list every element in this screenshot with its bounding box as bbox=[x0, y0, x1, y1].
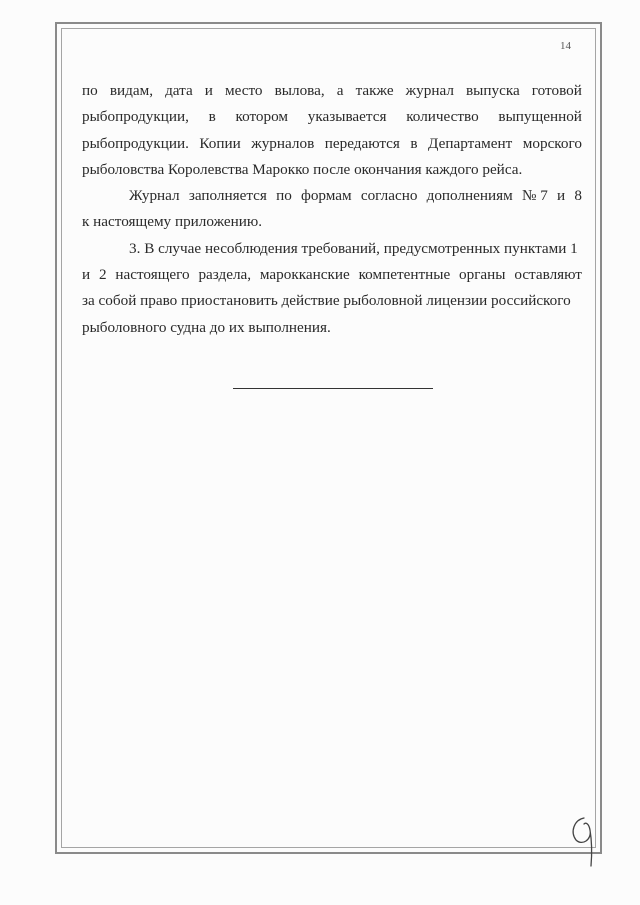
word: дата bbox=[165, 82, 193, 99]
document-body bbox=[82, 78, 582, 341]
word: настоящего bbox=[115, 266, 190, 284]
word: готовой bbox=[531, 82, 582, 99]
word: и bbox=[82, 266, 91, 284]
paragraph-2-line-2: к настоящему приложению. bbox=[82, 213, 263, 231]
word: рыбопродукции, bbox=[82, 108, 189, 126]
end-of-text-separator bbox=[233, 388, 433, 389]
word: морского bbox=[522, 134, 582, 152]
paragraph-3-line-2 bbox=[82, 262, 582, 288]
word: место bbox=[225, 82, 263, 99]
paragraph-3-line-4: рыболовного судна до их выполнения. bbox=[82, 318, 331, 336]
paragraph-1-line-3 bbox=[82, 131, 582, 157]
word: оставляют bbox=[514, 266, 582, 284]
word: компетентные bbox=[358, 266, 451, 284]
word: Копии bbox=[199, 134, 241, 152]
word: выпуска bbox=[465, 82, 520, 99]
paragraph-3-line-1: 3. В случае несоблюдения требований, предусмотренных пунктами 1 bbox=[129, 239, 578, 257]
handwritten-initial-mark bbox=[562, 810, 602, 870]
word: и bbox=[204, 82, 213, 99]
word: органы bbox=[459, 266, 506, 284]
paragraph-2-line-1 bbox=[82, 183, 582, 209]
word: Департамент bbox=[428, 134, 513, 152]
page-number: 14 bbox=[560, 40, 571, 52]
word: а bbox=[336, 82, 344, 99]
paragraph-1-line-4: рыболовства Королевства Марокко после окончания каждого рейса. bbox=[82, 160, 523, 178]
word: рыбопродукции. bbox=[82, 134, 189, 152]
word: вылова, bbox=[274, 82, 325, 99]
word: 2 bbox=[98, 266, 107, 284]
word: формам bbox=[300, 187, 352, 205]
word: и bbox=[557, 187, 566, 205]
word: по bbox=[276, 187, 292, 205]
word: заполняется bbox=[188, 187, 267, 205]
word: дополнениям bbox=[426, 187, 513, 205]
word: раздела, bbox=[198, 266, 252, 284]
word: выпущенной bbox=[498, 108, 582, 126]
word: марокканские bbox=[259, 266, 350, 284]
word: № 7 bbox=[521, 187, 548, 205]
word: в bbox=[208, 108, 216, 126]
paragraph-1-line-1 bbox=[82, 78, 582, 104]
word: также bbox=[355, 82, 394, 99]
word: в bbox=[410, 134, 418, 152]
word: количество bbox=[406, 108, 479, 126]
word: журналов bbox=[251, 134, 315, 152]
paragraph-1-line-2 bbox=[82, 104, 582, 130]
word: указывается bbox=[307, 108, 387, 126]
word: по bbox=[82, 82, 98, 99]
word: 8 bbox=[574, 187, 582, 205]
word: видам, bbox=[109, 82, 153, 99]
paragraph-3-line-3: за собой право приостановить действие рыболовной лицензии российского bbox=[82, 292, 571, 310]
word: котором bbox=[235, 108, 289, 126]
word: передаются bbox=[324, 134, 400, 152]
word: журнал bbox=[405, 82, 454, 99]
word: Журнал bbox=[129, 187, 180, 205]
word: согласно bbox=[360, 187, 418, 205]
